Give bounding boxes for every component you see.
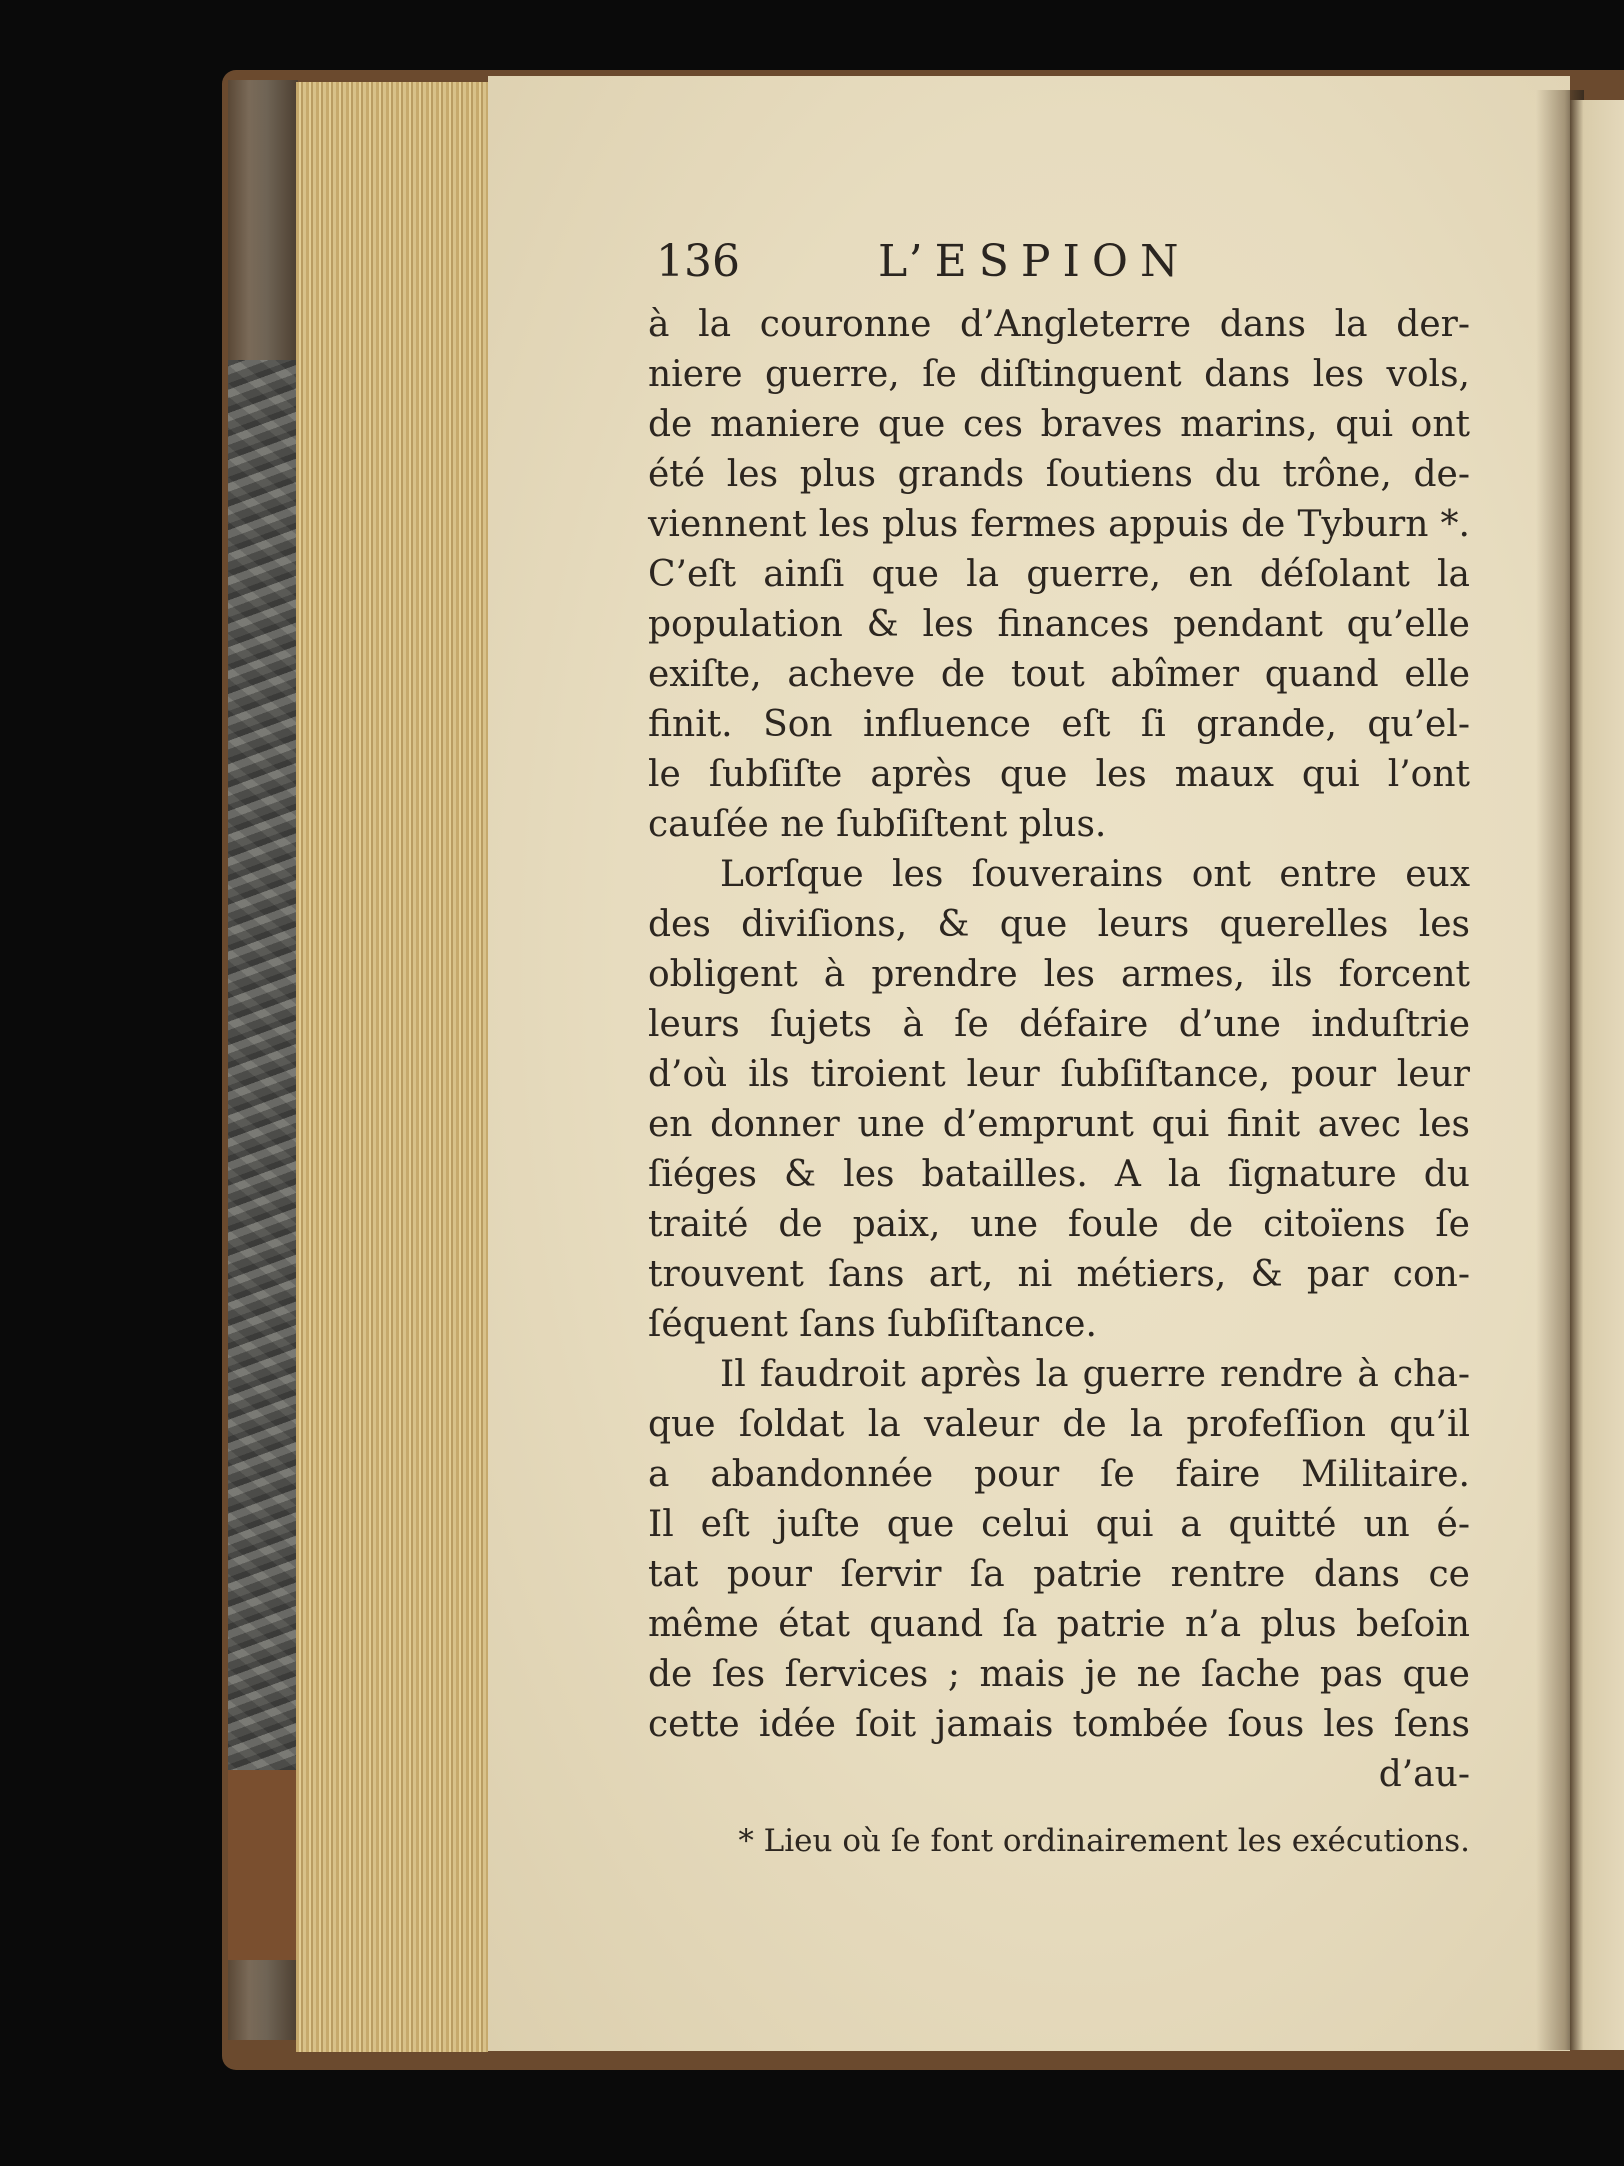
text-line: obligent à prendre les armes, ils forcent [648, 954, 1470, 995]
text-line: ſéquent ſans ſubſiſtance. [648, 1304, 1097, 1345]
text-line: exiſte, acheve de tout abîmer quand elle [648, 654, 1470, 695]
text-line: trouvent ſans art, ni métiers, & par con- [648, 1254, 1470, 1295]
page-edges [296, 82, 488, 2052]
text-line: Il eſt juſte que celui qui a quitté un é- [648, 1504, 1470, 1545]
text-line: que ſoldat la valeur de la profeſſion qu’il [648, 1404, 1470, 1445]
text-line: des diviſions, & que leurs querelles les [648, 904, 1470, 945]
footnote: * Lieu où ſe font ordinairement les exécutions. [738, 1823, 1470, 1859]
marbled-cover [228, 360, 298, 1900]
text-line: finit. Son influence eſt ſi grande, qu’el- [648, 704, 1470, 745]
text-line: Lorſque les ſouverains ont entre eux [720, 854, 1470, 895]
facing-page-edge [1570, 100, 1624, 2050]
text-line: de maniere que ces braves marins, qui ont [648, 404, 1470, 445]
leather-corner [228, 1770, 298, 1960]
text-line: ſiéges & les batailles. A la ſignature du [648, 1154, 1470, 1195]
text-line: d’où ils tiroient leur ſubſiſtance, pour leur [648, 1054, 1470, 1095]
text-line: en donner une d’emprunt qui finit avec les [648, 1104, 1470, 1145]
text-line: cette idée ſoit jamais tombée ſous les ſens [648, 1704, 1470, 1745]
text-line: à la couronne d’Angleterre dans la der- [648, 304, 1470, 345]
catchword: d’au- [1378, 1754, 1470, 1795]
running-header [648, 232, 1268, 292]
text-line: tat pour ſervir ſa patrie rentre dans ce [648, 1554, 1470, 1595]
text-line: population & les finances pendant qu’elle [648, 604, 1470, 645]
text-line: niere guerre, ſe diſtinguent dans les vols, [648, 354, 1470, 395]
text-line: cauſée ne ſubſiſtent plus. [648, 804, 1107, 845]
text-line: Il faudroit après la guerre rendre à cha- [720, 1354, 1470, 1395]
running-title: L’ESPION [878, 236, 1191, 287]
text-line: le ſubſiſte après que les maux qui l’ont [648, 754, 1470, 795]
text-line: a abandonnée pour ſe faire Militaire. [648, 1454, 1470, 1495]
text-line: C’eſt ainſi que la guerre, en déſolant la [648, 554, 1470, 595]
text-line: été les plus grands ſoutiens du trône, de- [648, 454, 1470, 495]
text-line: leurs ſujets à ſe défaire d’une induſtrie [648, 1004, 1470, 1045]
text-line: même état quand ſa patrie n’a plus beſoin [648, 1604, 1470, 1645]
text-line: de ſes ſervices ; mais je ne ſache pas que [648, 1654, 1470, 1695]
text-line: traité de paix, une foule de citoïens ſe [648, 1204, 1470, 1245]
text-line: viennent les plus fermes appuis de Tyburn *. [648, 504, 1470, 545]
page-number: 136 [656, 236, 740, 287]
